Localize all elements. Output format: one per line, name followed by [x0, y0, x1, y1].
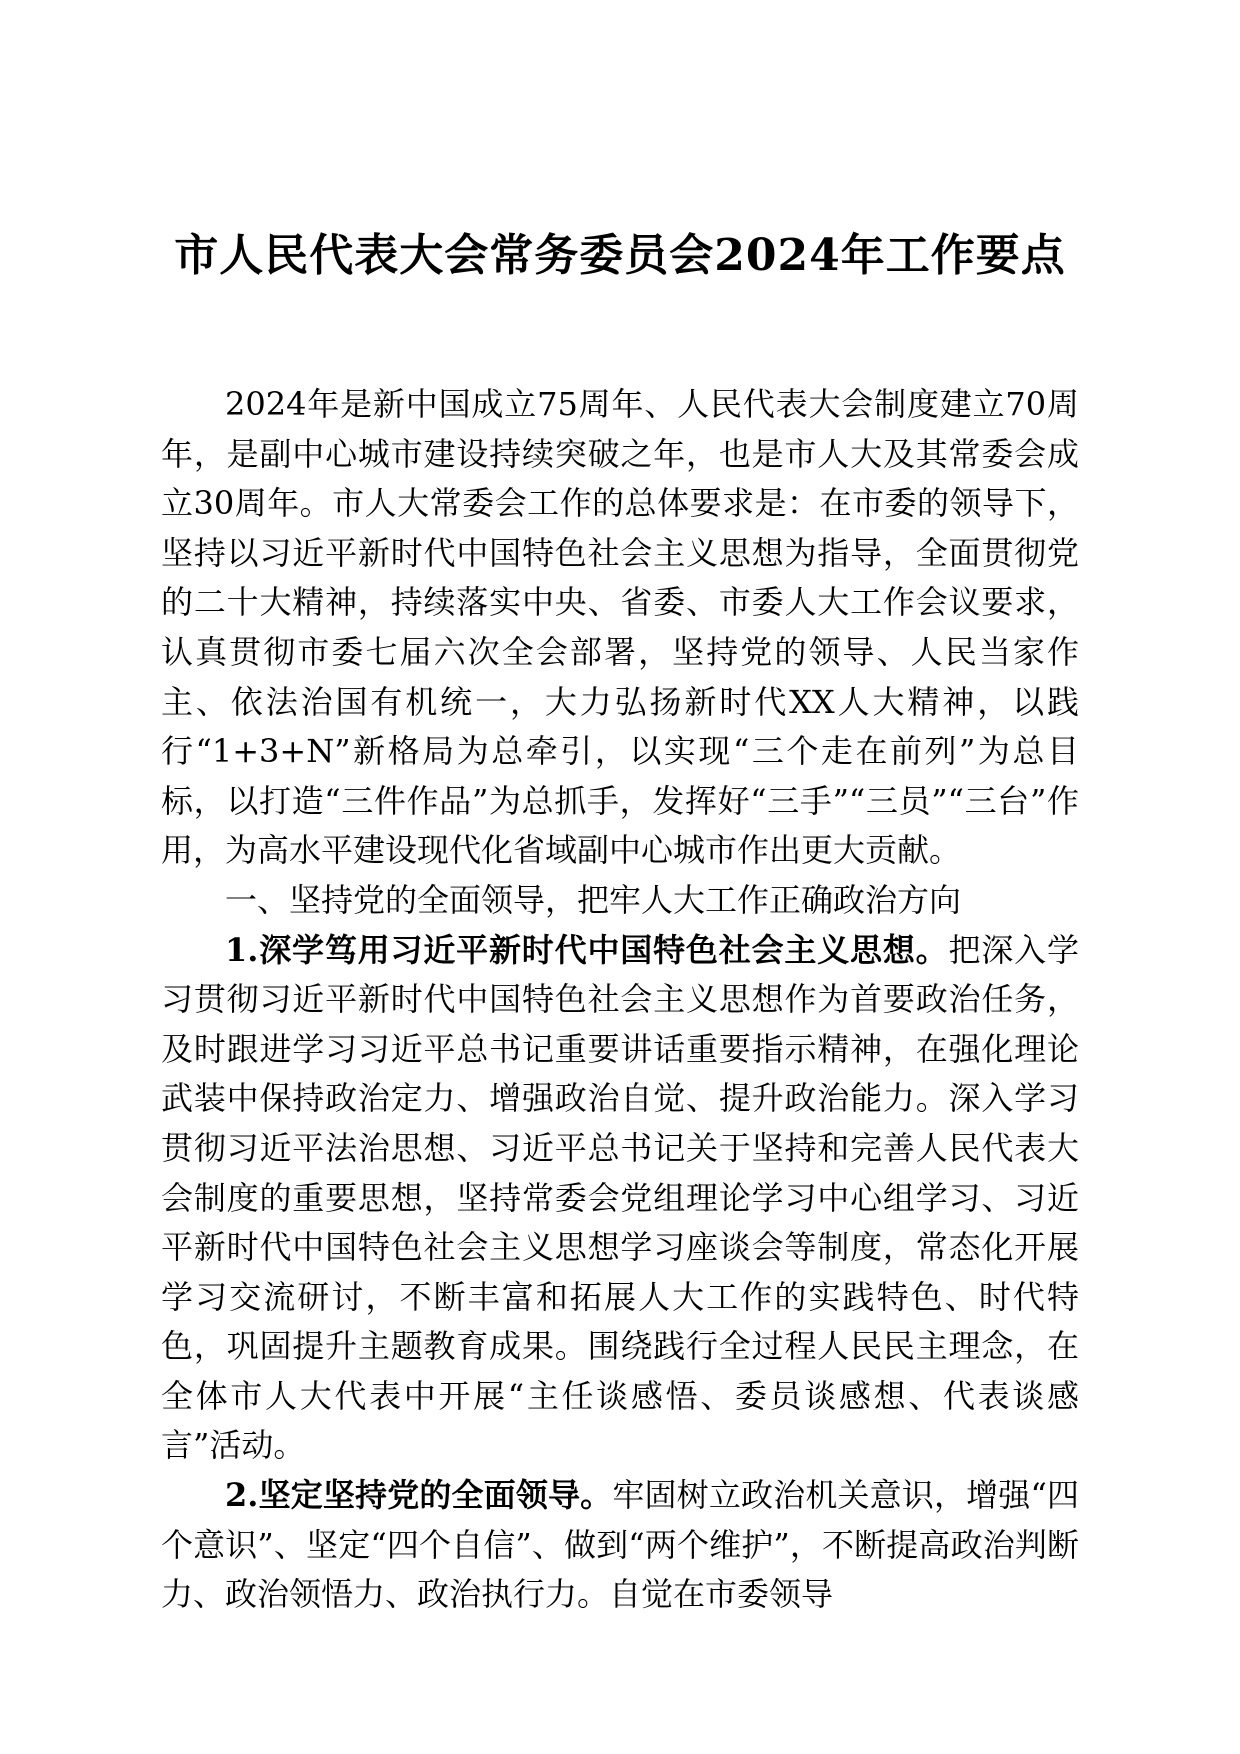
item-1-lead: 1.深学笃用习近平新时代中国特色社会主义思想。: [225, 930, 949, 969]
section-1-heading: 一、坚持党的全面领导，把牢人大工作正确政治方向: [225, 880, 962, 919]
document-title: 市人民代表大会常务委员会2024年工作要点: [174, 230, 1066, 281]
item-1-paragraph: [161, 926, 1079, 1472]
item-2-paragraph: [161, 1471, 1079, 1620]
item-2-lead: 2.坚定坚持党的全面领导。: [225, 1476, 613, 1515]
document-body: [161, 380, 1079, 1620]
intro-paragraph: 2024年是新中国成立75周年、人民代表大会制度建立70周年，是副中心城市建设持续突破之年，也是市人大及其常委会成立30周年。市人大常委会工作的总体要求是：在市委的领导下，坚持以习近平新时代中国特色社会主义思想为指导，全面贯彻党的二十大精神，持续落实中央、省委、市委人大工作会议要求，认真贯彻市委七届六次全会部署，坚持党的领导、人民当家作主、依法治国有机统一，大力弘扬新时代XX人大精神，以践行“1+3+N”新格局为总牵引，以实现“三个走在前列”为总目标，以打造“三件作品”为总抓手，发挥好“三手”“三员”“三台”作用，为高水平建设现代化省域副中心城市作出更大贡献。: [161, 385, 1079, 870]
item-2-text: 牢固树立政治机关意识，增强“四个意识”、坚定“四个自信”、做到“两个维护”，不断提高政治判断力、政治领悟力、政治执行力。自觉在市委领导: [161, 1476, 1079, 1614]
item-1-text: 把深入学习贯彻习近平新时代中国特色社会主义思想作为首要政治任务，及时跟进学习习近平总书记重要讲话重要指示精神，在强化理论武装中保持政治定力、增强政治自觉、提升政治能力。深入学习贯彻习近平法治思想、习近平总书记关于坚持和完善人民代表大会制度的重要思想，坚持常委会党组理论学习中心组学习、习近平新时代中国特色社会主义思想学习座谈会等制度，常态化开展学习交流研讨，不断丰富和拓展人大工作的实践特色、时代特色，巩固提升主题教育成果。围绕践行全过程人民民主理念，在全体市人大代表中开展“主任谈感悟、委员谈感想、代表谈感言”活动。: [161, 930, 1079, 1465]
